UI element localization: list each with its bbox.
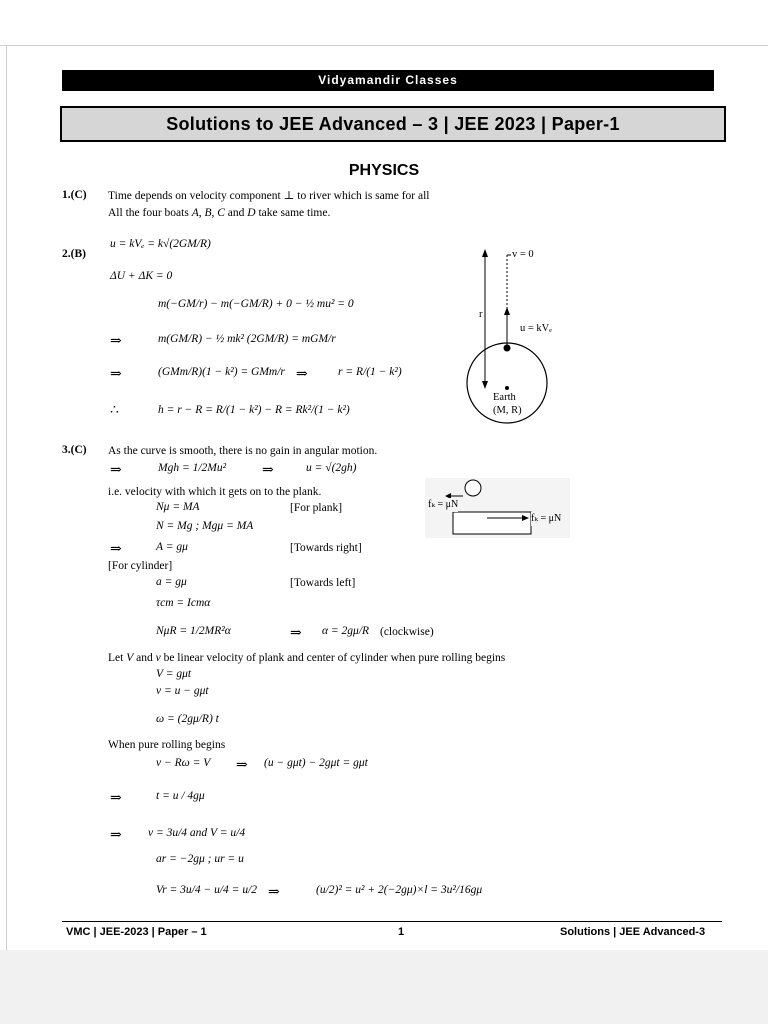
implies-arrow-icon: ⇒ xyxy=(110,334,122,349)
q3-note-towards-right: [Towards right] xyxy=(290,542,362,554)
q3-note-clockwise: (clockwise) xyxy=(380,626,434,638)
q2-eq-energy-conservation: ΔU + ΔK = 0 xyxy=(110,270,173,282)
q3-eq-cylinder-velocity: v = u − gμt xyxy=(156,685,209,697)
q3-eq-cylinder-accel: a = gμ xyxy=(156,576,187,588)
r-arrowhead-up-icon xyxy=(482,249,488,257)
q3-eq-normal-force: N = Mg ; Mgμ = MA xyxy=(156,520,254,532)
q3-line-linear-velocity: Let V and v be linear velocity of plank and center of cylinder when pure rolling begins xyxy=(108,652,506,664)
page-number: 1 xyxy=(398,926,405,938)
q2-eq-r: r = R/(1 − k²) xyxy=(338,366,402,378)
q2-eq-energy-expanded: m(−GM/r) − m(−GM/R) + 0 − ½ mu² = 0 xyxy=(158,298,354,310)
q3-line-smooth-curve: As the curve is smooth, there is no gain in angular motion. xyxy=(108,445,378,457)
q1-line-1: Time depends on velocity component ⊥ to river which is same for all xyxy=(108,190,430,202)
q3-eq-rolling-condition: v − Rω = V xyxy=(156,757,211,769)
page-left-edge xyxy=(6,45,7,950)
cylinder-circle xyxy=(465,480,481,496)
q3-eq-time: t = u / 4gμ xyxy=(156,790,205,802)
q3-eq-plank-force: Nμ = MA xyxy=(156,501,200,513)
q3-eq-plank-accel: A = gμ xyxy=(156,541,188,553)
label-v-zero: v = 0 xyxy=(512,249,534,260)
page-top-edge xyxy=(0,45,768,46)
implies-arrow-icon: ⇒ xyxy=(110,542,122,557)
question-number-1: 1.(C) xyxy=(62,189,87,201)
q3-eq-plank-length: (u/2)² = u² + 2(−2gμ)×l = 3u²/16gμ xyxy=(316,884,483,896)
q3-eq-velocity: u = √(2gh) xyxy=(306,462,357,474)
implies-arrow-icon: ⇒ xyxy=(290,626,302,641)
r-arrowhead-down-icon xyxy=(482,381,488,389)
q3-eq-torque-expanded: NμR = 1/2MR²α xyxy=(156,625,231,637)
implies-arrow-icon: ⇒ xyxy=(110,828,122,843)
q3-eq-relative-accel: ar = −2gμ ; ur = u xyxy=(156,853,244,865)
therefore-symbol-icon: ∴ xyxy=(110,403,119,418)
page-title: Solutions to JEE Advanced – 3 | JEE 2023 | Paper-1 xyxy=(60,106,726,142)
footer-divider xyxy=(62,921,722,922)
q2-eq-escape-velocity xyxy=(110,238,211,250)
q3-note-towards-left: [Towards left] xyxy=(290,577,356,589)
projectile-point xyxy=(504,345,511,352)
q3-eq-torque: τcm = Icmα xyxy=(156,597,211,609)
question-number-2: 2.(B) xyxy=(62,248,86,260)
q2-eq-escape-velocity-text: u = kVₑ = k√(2GM/R) xyxy=(110,238,211,250)
banner-vidyamandir: Vidyamandir Classes xyxy=(62,70,714,91)
earth-center-point xyxy=(505,386,509,390)
q3-eq-relative-velocity: Vr = 3u/4 − u/4 = u/2 xyxy=(156,884,258,896)
section-heading-physics: PHYSICS xyxy=(348,162,420,179)
q3-eq-angular-velocity: ω = (2gμ/R) t xyxy=(156,713,219,725)
q3-eq-energy: Mgh = 1/2Mu² xyxy=(158,462,227,474)
label-friction-cylinder: fₖ = μN xyxy=(428,499,459,510)
q3-line-pure-rolling: When pure rolling begins xyxy=(108,739,226,751)
q3-note-for-plank: [For plank] xyxy=(290,502,343,514)
q2-eq-substitution: m(GM/R) − ½ mk² (2GM/R) = mGM/r xyxy=(158,333,336,345)
implies-arrow-icon: ⇒ xyxy=(110,367,122,382)
label-r: r xyxy=(479,309,483,320)
implies-arrow-icon: ⇒ xyxy=(296,367,308,382)
q3-line-velocity-note: i.e. velocity with which it gets on to the plank. xyxy=(108,486,322,498)
implies-arrow-icon: ⇒ xyxy=(262,463,274,478)
page-bottom-area xyxy=(0,950,768,1024)
label-friction-plank: fₖ = μN xyxy=(531,513,562,524)
label-mass-radius: (M, R) xyxy=(493,405,522,416)
q3-eq-final-velocities: v = 3u/4 and V = u/4 xyxy=(148,827,246,839)
q2-eq-simplified: (GMm/R)(1 − k²) = GMm/r xyxy=(158,366,285,378)
implies-arrow-icon: ⇒ xyxy=(110,791,122,806)
label-u: u = kVₑ xyxy=(520,323,552,334)
q1-line-2: All the four boats A, B, C and D take same time. xyxy=(108,207,331,219)
q3-note-for-cylinder: [For cylinder] xyxy=(108,560,173,572)
q3-eq-plank-velocity: V = gμt xyxy=(156,668,192,680)
question-number-3: 3.(C) xyxy=(62,444,87,456)
implies-arrow-icon: ⇒ xyxy=(110,463,122,478)
q3-eq-alpha: α = 2gμ/R xyxy=(322,625,370,637)
velocity-arrowhead-icon xyxy=(504,307,510,315)
footer-left: VMC | JEE-2023 | Paper – 1 xyxy=(66,926,207,938)
plank-rectangle xyxy=(453,512,531,534)
label-earth: Earth xyxy=(493,392,516,403)
q3-eq-rolling-substituted: (u − gμt) − 2gμt = gμt xyxy=(264,757,368,769)
footer-right: Solutions | JEE Advanced-3 xyxy=(560,926,706,938)
q2-eq-height: h = r − R = R/(1 − k²) − R = Rk²/(1 − k²) xyxy=(158,404,350,416)
implies-arrow-icon: ⇒ xyxy=(236,758,248,773)
implies-arrow-icon: ⇒ xyxy=(268,885,280,900)
